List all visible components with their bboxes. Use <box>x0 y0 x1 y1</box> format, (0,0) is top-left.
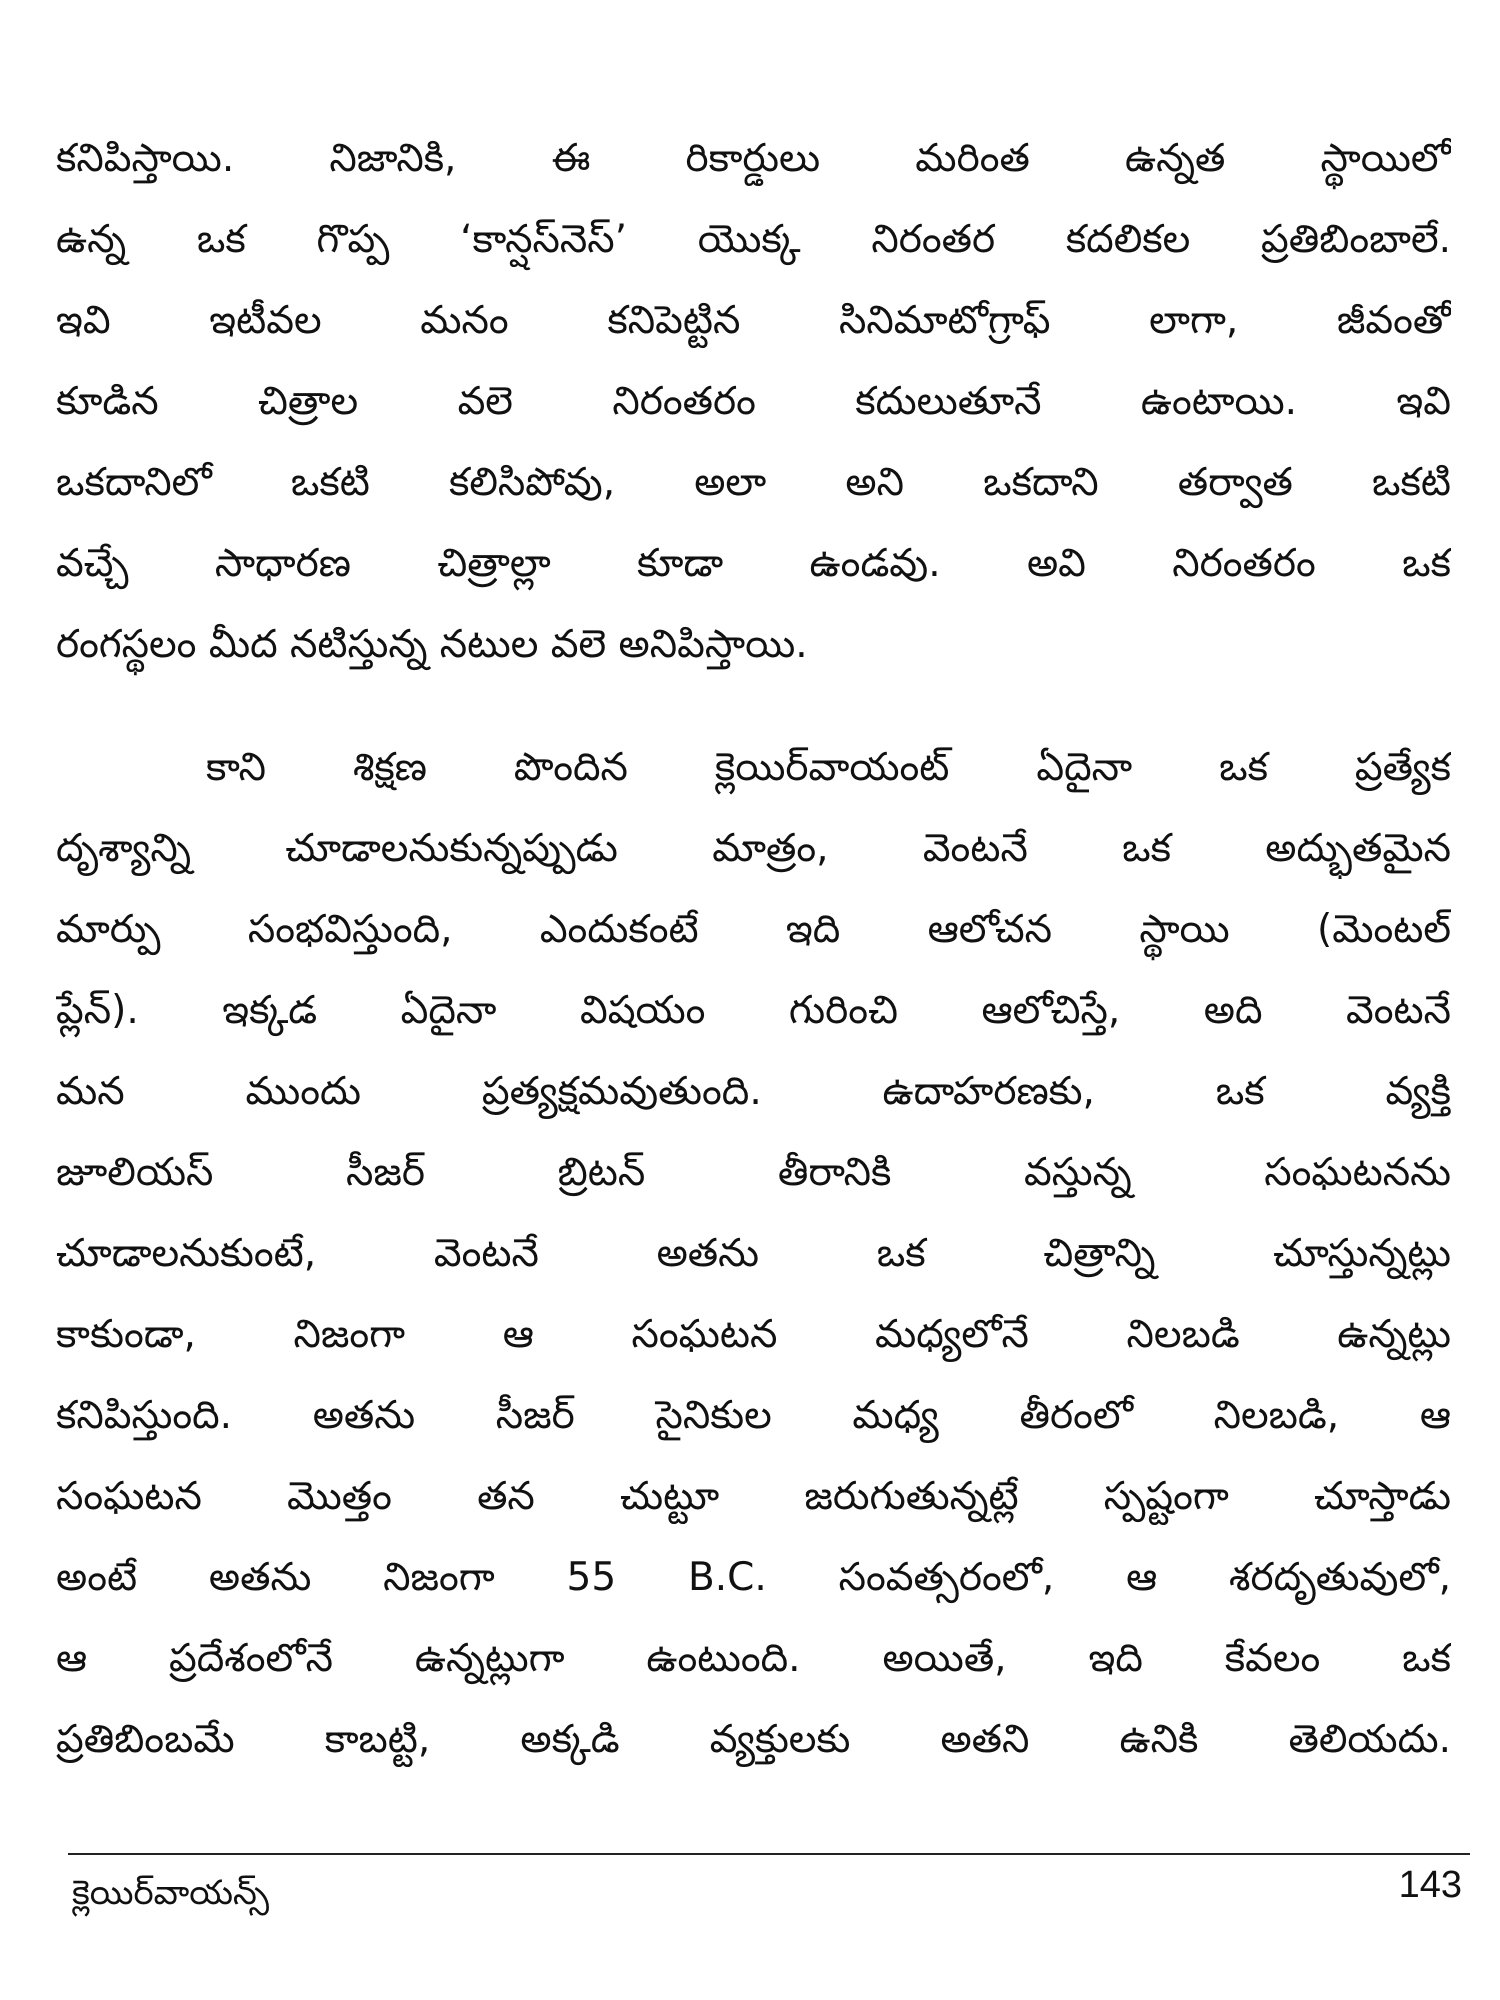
text-line: చూడాలనుకుంటే, వెంటనే అతను ఒక చిత్రాన్ని చూస్తున్నట్లు <box>56 1231 1451 1276</box>
text-line: వచ్చే సాధారణ చిత్రాల్లా కూడా ఉండవు. అవి నిరంతరం ఒక <box>56 541 1451 586</box>
text-line: ఆ ప్రదేశంలోనే ఉన్నట్లుగా ఉంటుంది. అయితే, ఇది కేవలం ఒక <box>56 1636 1451 1681</box>
page-number: 143 <box>1398 1864 1462 1906</box>
text-line: కనిపిస్తుంది. అతను సీజర్ సైనికుల మధ్య తీరంలో నిలబడి, ఆ <box>56 1393 1451 1438</box>
text-line: జూలియస్ సీజర్ బ్రిటన్ తీరానికి వస్తున్న సంఘటనను <box>56 1150 1451 1195</box>
text-line: మన ముందు ప్రత్యక్షమవుతుంది. ఉదాహరణకు, ఒక వ్యక్తి <box>56 1069 1451 1114</box>
text-line: కనిపిస్తాయి. నిజానికి, ఈ రికార్డులు మరింత ఉన్నత స్థాయిలో <box>56 136 1451 181</box>
text-line: సంఘటన మొత్తం తన చుట్టూ జరుగుతున్నట్లే స్పష్టంగా చూస్తాడు <box>56 1474 1451 1519</box>
text-line: కాని శిక్షణ పొందిన క్లెయిర్‌వాయంట్ ఏదైనా ఒక ప్రత్యేక <box>206 745 1451 790</box>
text-line: ఇవి ఇటీవల మనం కనిపెట్టిన సినిమాటోగ్రాఫ్ లాగా, జీవంతో <box>56 298 1451 343</box>
paragraph-gap <box>56 685 1451 727</box>
footer-divider <box>68 1853 1470 1855</box>
text-line: కాకుండా, నిజంగా ఆ సంఘటన మధ్యలోనే నిలబడి ఉన్నట్లు <box>56 1312 1451 1357</box>
text-line: అంటే అతను నిజంగా 55 B.C. సంవత్సరంలో, ఆ శరదృతువులో, <box>56 1555 1451 1600</box>
text-line: మార్పు సంభవిస్తుంది, ఎందుకంటే ఇది ఆలోచన స్థాయి (మెంటల్ <box>56 907 1451 952</box>
text-line: ప్రతిబింబమే కాబట్టి, అక్కడి వ్యక్తులకు అతని ఉనికి తెలియదు. <box>56 1717 1451 1762</box>
text-line: ఉన్న ఒక గొప్ప ‘కాన్షస్‌నెస్’ యొక్క నిరంతర కదలికల ప్రతిబింబాలే. <box>56 217 1451 262</box>
text-line: రంగస్థలం మీద నటిస్తున్న నటుల వలె అనిపిస్తాయి. <box>56 622 808 667</box>
text-line: ప్లేన్). ఇక్కడ ఏదైనా విషయం గురించి ఆలోచిస్తే, అది వెంటనే <box>56 988 1451 1033</box>
text-line: దృశ్యాన్ని చూడాలనుకున్నప్పుడు మాత్రం, వెంటనే ఒక అద్భుతమైన <box>56 826 1451 871</box>
body-text <box>56 118 1451 1780</box>
text-line: ఒకదానిలో ఒకటి కలిసిపోవు, అలా అని ఒకదాని తర్వాత ఒకటి <box>56 460 1451 505</box>
running-footer-title: క్లెయిర్‌వాయన్స్ <box>72 1873 269 1913</box>
text-line: కూడిన చిత్రాల వలె నిరంతరం కదులుతూనే ఉంటాయి. ఇవి <box>56 379 1451 424</box>
